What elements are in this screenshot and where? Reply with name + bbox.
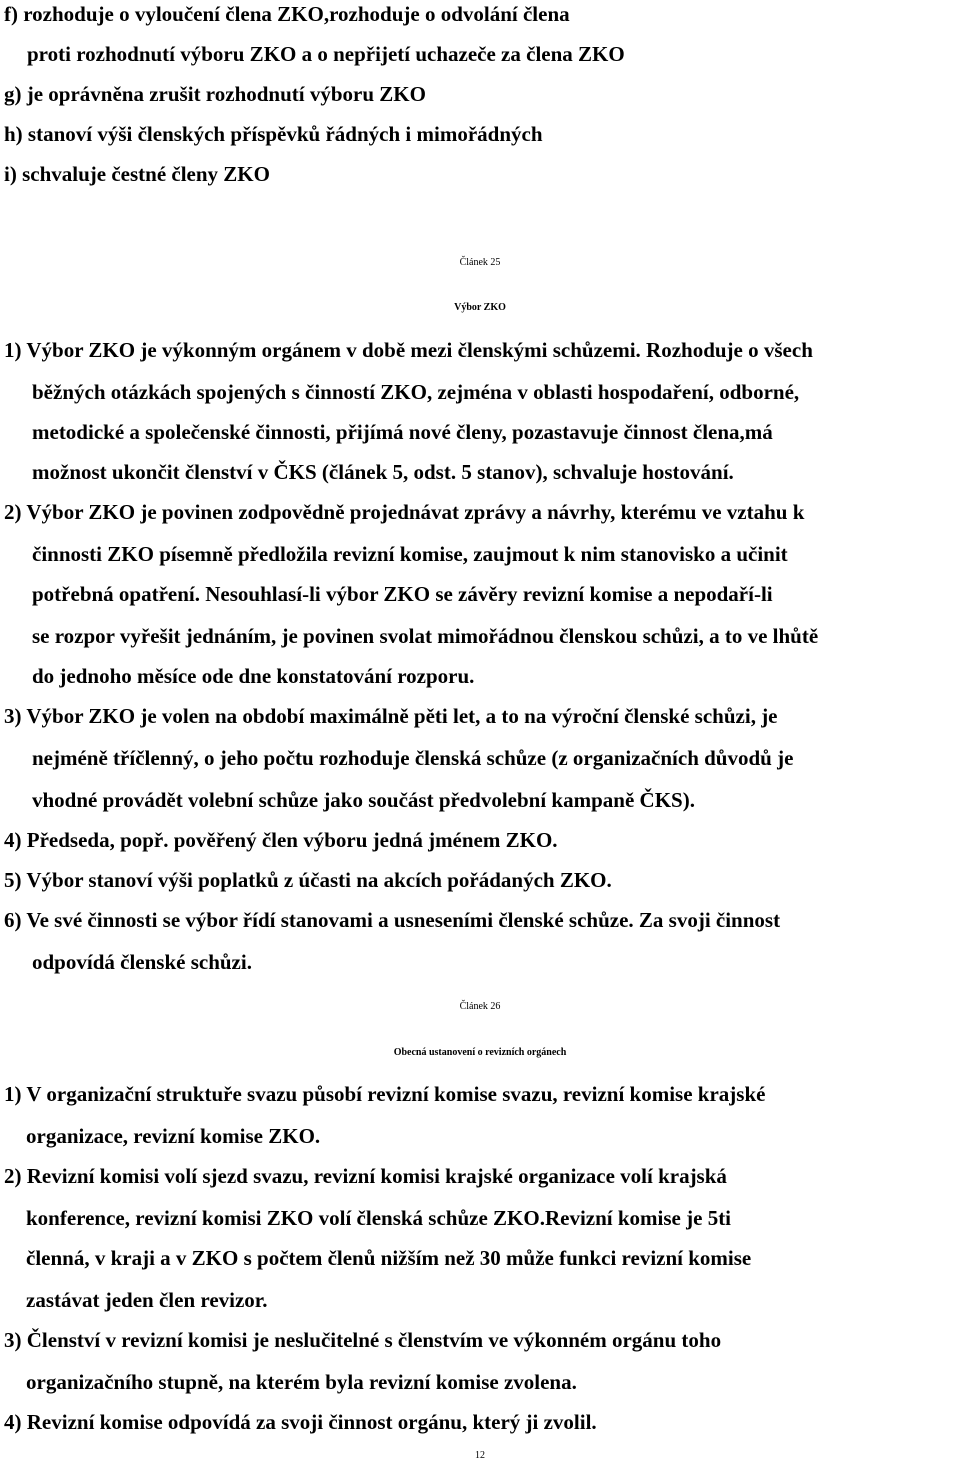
- article-25-line: 5) Výbor stanoví výši poplatků z účasti na akcích pořádaných ZKO.: [4, 868, 612, 892]
- article-26-line: organizačního stupně, na kterém byla revizní komise zvolena.: [26, 1370, 577, 1394]
- article-25-line: běžných otázkách spojených s činností ZKO, zejména v oblasti hospodaření, odborné,: [32, 380, 800, 404]
- page-number: 12: [475, 1450, 485, 1461]
- article-26-line: zastávat jeden člen revizor.: [26, 1288, 268, 1312]
- article-25-subheading: Výbor ZKO: [454, 302, 506, 313]
- article-25-line: se rozpor vyřešit jednáním, je povinen svolat mimořádnou členskou schůzi, a to ve lhůtě: [32, 624, 819, 648]
- article-26-line: 4) Revizní komise odpovídá za svoji činnost orgánu, který ji zvolil.: [4, 1410, 597, 1434]
- list-item-f: f) rozhoduje o vyloučení člena ZKO,rozhoduje o odvolání člena: [4, 2, 570, 26]
- list-item-g: g) je oprávněna zrušit rozhodnutí výboru ZKO: [4, 82, 426, 106]
- article-25-line: odpovídá členské schůzi.: [32, 950, 252, 974]
- article-26-heading: Článek 26: [459, 1001, 501, 1012]
- article-26-line: organizace, revizní komise ZKO.: [26, 1124, 321, 1148]
- article-25-line: 2) Výbor ZKO je povinen zodpovědně projednávat zprávy a návrhy, kterému ve vztahu k: [4, 500, 805, 524]
- list-item-h: h) stanoví výši členských příspěvků řádných i mimořádných: [4, 122, 543, 146]
- article-25-line: 6) Ve své činnosti se výbor řídí stanovami a usneseními členské schůze. Za svoji činnost: [4, 908, 781, 932]
- article-25-line: vhodné provádět volební schůze jako součást předvolební kampaně ČKS).: [32, 788, 695, 812]
- article-25-line: 3) Výbor ZKO je volen na období maximálně pěti let, a to na výroční členské schůzi, je: [4, 704, 778, 728]
- article-25-heading: Článek 25: [459, 257, 501, 268]
- article-26-line: 1) V organizační struktuře svazu působí revizní komise svazu, revizní komise krajské: [4, 1082, 766, 1106]
- article-25-line: nejméně tříčlenný, o jeho počtu rozhoduje členská schůze (z organizačních důvodů je: [32, 746, 794, 770]
- article-25-line: činnosti ZKO písemně předložila revizní komise, zaujmout k nim stanovisko a učinit: [32, 542, 788, 566]
- article-26-line: 3) Členství v revizní komisi je neslučitelné s členstvím ve výkonném orgánu toho: [4, 1328, 722, 1352]
- article-25-line: metodické a společenské činnosti, přijímá nové členy, pozastavuje činnost člena,má: [32, 420, 773, 444]
- article-26-line: konference, revizní komisi ZKO volí členská schůze ZKO.Revizní komise je 5ti: [26, 1206, 732, 1230]
- article-26-subheading: Obecná ustanovení o revizních orgánech: [393, 1047, 567, 1058]
- article-25-line: do jednoho měsíce ode dne konstatování rozporu.: [32, 664, 475, 688]
- article-26-line: členná, v kraji a v ZKO s počtem členů nižším než 30 může funkci revizní komise: [26, 1246, 752, 1270]
- article-25-line: 4) Předseda, popř. pověřený člen výboru jedná jménem ZKO.: [4, 828, 558, 852]
- article-26-line: 2) Revizní komisi volí sjezd svazu, revizní komisi krajské organizace volí krajská: [4, 1164, 727, 1188]
- list-item-i: i) schvaluje čestné členy ZKO: [4, 162, 270, 186]
- article-25-line: možnost ukončit členství v ČKS (článek 5, odst. 5 stanov), schvaluje hostování.: [32, 460, 734, 484]
- list-item-f-continued: proti rozhodnutí výboru ZKO a o nepřijetí uchazeče za člena ZKO: [27, 42, 625, 66]
- article-25-line: potřebná opatření. Nesouhlasí-li výbor ZKO se závěry revizní komise a nepodaří-li: [32, 582, 773, 606]
- article-25-line: 1) Výbor ZKO je výkonným orgánem v době mezi členskými schůzemi. Rozhoduje o všech: [4, 338, 813, 362]
